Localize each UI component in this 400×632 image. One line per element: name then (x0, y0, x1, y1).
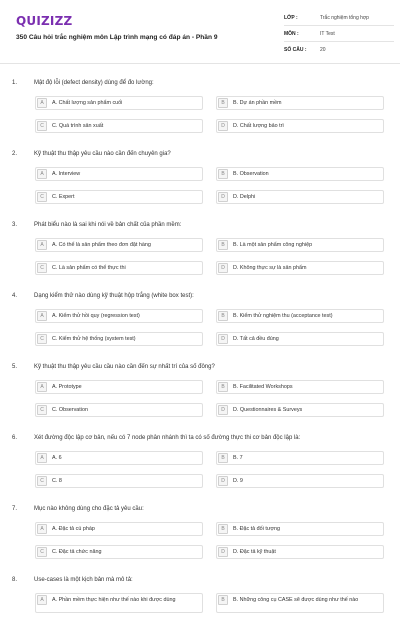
option-c[interactable] (35, 190, 203, 204)
question-number: 1. (12, 80, 18, 86)
question-text: Mật độ lỗi (defect density) dùng để đo lường: (34, 80, 154, 86)
option-a[interactable] (35, 593, 203, 613)
option-c[interactable] (35, 119, 203, 133)
option-c[interactable] (35, 474, 203, 488)
question-number: 2. (12, 151, 18, 157)
option-b[interactable] (216, 593, 384, 613)
option-d[interactable] (216, 474, 384, 488)
option-letter: B (218, 524, 228, 534)
option-letter: A (37, 524, 47, 534)
option-letter: C (37, 263, 47, 273)
option-b[interactable] (216, 238, 384, 252)
option-letter: D (218, 263, 228, 273)
option-letter: B (218, 98, 228, 108)
option-text: D. Đặc tả kỹ thuật (233, 549, 276, 555)
question-text: Xét đường độc lập cơ bản, nếu có 7 node phân nhánh thì ta có số đường thực thi cơ bản độc lập là: (34, 435, 301, 441)
quizizz-logo[interactable]: QUIZIZZ (16, 14, 73, 28)
question (0, 135, 400, 206)
option-text: C. Quá trình sản xuất (52, 123, 104, 129)
option-letter: A (37, 382, 47, 392)
option-letter: D (218, 476, 228, 486)
meta-label: LỚP : (284, 14, 298, 21)
option-letter: D (218, 121, 228, 131)
option-a[interactable] (35, 309, 203, 323)
option-letter: C (37, 192, 47, 202)
question (0, 348, 400, 419)
option-letter: C (37, 121, 47, 131)
option-letter: C (37, 547, 47, 557)
option-letter: A (37, 311, 47, 321)
meta-value: 20 (320, 47, 326, 53)
worksheet-title: 350 Câu hỏi trắc nghiệm môn Lập trình mạng có đáp án - Phần 9 (16, 34, 218, 41)
option-text: A. Chất lượng sản phẩm cuối (52, 100, 123, 106)
option-a[interactable] (35, 522, 203, 536)
question-number: 6. (12, 435, 18, 441)
question-number: 5. (12, 364, 18, 370)
option-text: C. Là sản phẩm có thể thực thi (52, 265, 126, 271)
option-text: B. Là một sản phẩm công nghiệp (233, 242, 313, 248)
option-d[interactable] (216, 190, 384, 204)
option-letter: D (218, 192, 228, 202)
option-text: D. Chất lượng bảo trì (233, 123, 284, 129)
option-text: B. 7 (233, 455, 243, 461)
meta-row-subject (284, 26, 394, 42)
meta-value: IT Test (320, 30, 335, 37)
option-text: A. Phần mềm thực hiện như thế nào khi được dùng (52, 597, 176, 603)
option-text: C. Đặc tả chức năng (52, 549, 102, 555)
option-text: A. Có thể là sản phẩm theo đơn đặt hàng (52, 242, 151, 248)
question (0, 64, 400, 135)
option-text: B. Kiểm thử nghiệm thu (acceptance test) (233, 313, 333, 319)
worksheet-header (0, 0, 400, 64)
question-text: Dạng kiểm thử nào dùng kỹ thuật hộp trắng (white box test): (34, 293, 194, 299)
question (0, 277, 400, 348)
option-d[interactable] (216, 261, 384, 275)
option-letter: A (37, 595, 47, 605)
option-text: B. Dự án phần mềm (233, 100, 282, 106)
question-text: Kỹ thuật thu thập yêu cầu cầu nào cần đến sự nhất trí của số đông? (34, 364, 215, 370)
option-text: A. Đặc tả cú pháp (52, 526, 95, 532)
question (0, 490, 400, 561)
option-text: D. 9 (233, 478, 243, 484)
question-text: Use-cases là một kịch bản mà mô tả: (34, 577, 133, 583)
option-letter: B (218, 169, 228, 179)
option-letter: C (37, 476, 47, 486)
option-c[interactable] (35, 403, 203, 417)
option-a[interactable] (35, 167, 203, 181)
question-text: Mục nào không dùng cho đặc tả yêu cầu: (34, 506, 144, 512)
option-b[interactable] (216, 380, 384, 394)
option-text: C. Observation (52, 407, 88, 413)
meta-value: Trắc nghiệm tổng hợp (320, 14, 369, 21)
option-letter: B (218, 311, 228, 321)
meta-label: MÔN : (284, 30, 299, 37)
option-letter: D (218, 405, 228, 415)
option-letter: C (37, 334, 47, 344)
option-b[interactable] (216, 167, 384, 181)
option-d[interactable] (216, 119, 384, 133)
option-text: A. 6 (52, 455, 62, 461)
option-text: A. Kiểm thử hồi quy (regression test) (52, 313, 140, 319)
option-text: D. Tất cả đều đúng (233, 336, 279, 342)
question (0, 206, 400, 277)
option-c[interactable] (35, 545, 203, 559)
option-letter: B (218, 240, 228, 250)
question (0, 419, 400, 490)
option-letter: B (218, 453, 228, 463)
option-text: C. 8 (52, 478, 62, 484)
option-text: C. Kiểm thử hệ thống (system test) (52, 336, 136, 342)
option-letter: A (37, 169, 47, 179)
option-b[interactable] (216, 522, 384, 536)
option-text: D. Delphi (233, 194, 256, 200)
option-a[interactable] (35, 451, 203, 465)
option-letter: A (37, 98, 47, 108)
question-text: Phát biểu nào là sai khi nói về bản chất của phần mềm: (34, 222, 182, 228)
option-c[interactable] (35, 261, 203, 275)
question-number: 4. (12, 293, 18, 299)
option-letter: B (218, 595, 228, 605)
option-text: A. Prototype (52, 384, 82, 390)
option-letter: A (37, 453, 47, 463)
option-text: B. Facilitated Workshops (233, 384, 293, 390)
meta-row-count (284, 42, 394, 58)
meta-label: SỐ CÂU : (284, 47, 307, 53)
question-number: 3. (12, 222, 18, 228)
option-letter: B (218, 382, 228, 392)
option-text: B. Đặc tả đối tượng (233, 526, 280, 532)
option-c[interactable] (35, 332, 203, 346)
option-text: B. Những công cụ CASE sẽ được dùng như thế nào (233, 597, 359, 603)
option-b[interactable] (216, 96, 384, 110)
option-letter: A (37, 240, 47, 250)
option-letter: D (218, 547, 228, 557)
option-b[interactable] (216, 309, 384, 323)
option-a[interactable] (35, 380, 203, 394)
option-a[interactable] (35, 96, 203, 110)
option-d[interactable] (216, 332, 384, 346)
question-number: 7. (12, 506, 18, 512)
option-d[interactable] (216, 403, 384, 417)
option-text: D. Không thực sự là sản phẩm (233, 265, 307, 271)
question (0, 561, 400, 632)
option-a[interactable] (35, 238, 203, 252)
option-d[interactable] (216, 545, 384, 559)
option-b[interactable] (216, 451, 384, 465)
option-text: B. Observation (233, 171, 269, 177)
option-text: D. Questionnaires & Surveys (233, 407, 303, 413)
question-text: Kỹ thuật thu thập yêu cầu nào cần đến chuyên gia? (34, 151, 171, 157)
question-number: 8. (12, 577, 18, 583)
option-text: A. Interview (52, 171, 81, 177)
option-letter: D (218, 334, 228, 344)
meta-row-class (284, 10, 394, 26)
worksheet-meta (284, 10, 394, 58)
option-text: C. Expert (52, 194, 75, 200)
option-letter: C (37, 405, 47, 415)
